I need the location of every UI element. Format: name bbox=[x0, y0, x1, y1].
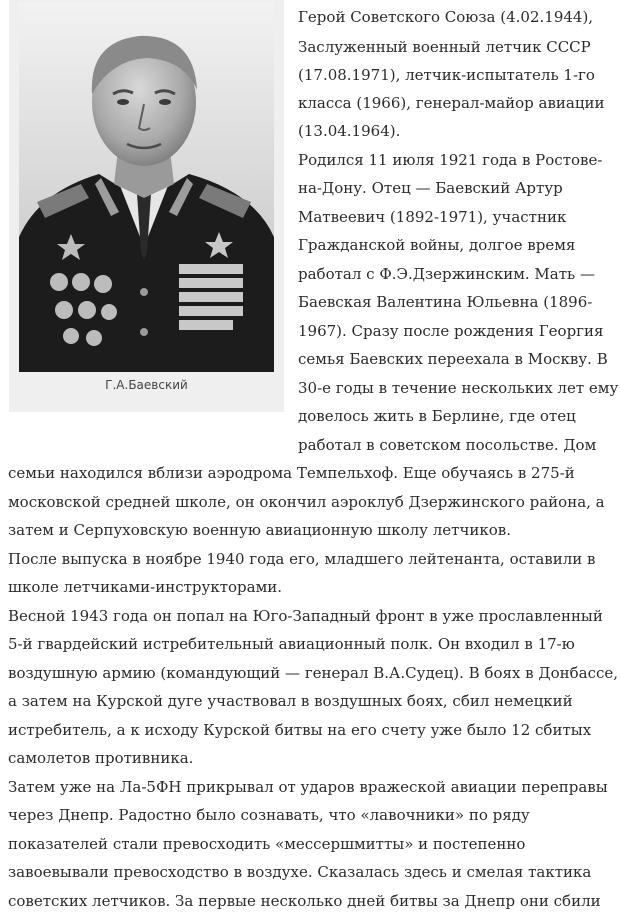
text-line: через Днепр. Радостно было сознавать, что «лавочники» по ряду bbox=[8, 806, 530, 824]
text-line: Баевская Валентина Юльевна (1896- bbox=[298, 293, 593, 311]
text-line: истребитель, а к исходу Курской битвы на его счету уже было 12 сбитых bbox=[8, 721, 592, 739]
text-line: семьи находился вблизи аэродрома Темпельхоф. Еще обучаясь в 275-й bbox=[8, 464, 575, 482]
text-line: Матвеевич (1892-1971), участник bbox=[298, 208, 567, 226]
text-line: семья Баевских переехала в Москву. В bbox=[298, 350, 608, 368]
portrait-caption: Г.А.Баевский bbox=[105, 378, 188, 392]
text-line: довелось жить в Берлине, где отец bbox=[298, 407, 576, 425]
text-line: работал в советском посольстве. Дом bbox=[298, 436, 597, 454]
text-line: Родился 11 июля 1921 года в Ростове- bbox=[298, 151, 603, 169]
text-line: воздушную армию (командующий — генерал В.А.Судец). В боях в Донбассе, bbox=[8, 664, 619, 682]
text-line: (17.08.1971), летчик-испытатель 1-го bbox=[298, 66, 595, 84]
text-line: Герой Советского Союза (4.02.1944), bbox=[298, 8, 594, 26]
text-line: 1967). Сразу после рождения Георгия bbox=[298, 322, 604, 340]
text-line: работал с Ф.Э.Дзержинским. Мать — bbox=[298, 265, 595, 283]
text-line: 5-й гвардейский истребительный авиационный полк. Он входил в 17-ю bbox=[8, 635, 575, 653]
text-line: школе летчиками-инструкторами. bbox=[8, 578, 282, 596]
text-line: а затем на Курской дуге участвовал в воздушных боях, сбил немецкий bbox=[8, 692, 573, 710]
text-line: завоевывали превосходство в воздухе. Сказалась здесь и смелая тактика bbox=[8, 863, 592, 881]
text-line: самолетов противника. bbox=[8, 749, 194, 767]
text-line: Заслуженный военный летчик СССР bbox=[298, 38, 591, 56]
portrait-figure bbox=[9, 0, 284, 412]
text-line: (13.04.1964). bbox=[298, 122, 401, 140]
text-line: Гражданской войны, долгое время bbox=[298, 236, 576, 254]
text-line: московской средней школе, он окончил аэроклуб Дзержинского района, а bbox=[8, 493, 605, 511]
text-line: После выпуска в ноябре 1940 года его, младшего лейтенанта, оставили в bbox=[8, 550, 596, 568]
text-line: советских летчиков. За первые несколько дней битвы за Днепр они сбили bbox=[8, 892, 601, 910]
text-line: затем и Серпуховскую военную авиационную школу летчиков. bbox=[8, 521, 512, 539]
text-line: показателей стали превосходить «мессершмитты» и постепенно bbox=[8, 835, 526, 853]
text-line: Весной 1943 года он попал на Юго-Западный фронт в уже прославленный bbox=[8, 607, 603, 625]
text-line: Затем уже на Ла-5ФН прикрывал от ударов вражеской авиации переправы bbox=[8, 778, 608, 796]
text-line: на-Дону. Отец — Баевский Артур bbox=[298, 179, 563, 197]
text-line: 30-е годы в течение нескольких лет ему bbox=[298, 379, 619, 397]
portrait-photo bbox=[19, 2, 274, 372]
text-line: класса (1966), генерал-майор авиации bbox=[298, 94, 605, 112]
